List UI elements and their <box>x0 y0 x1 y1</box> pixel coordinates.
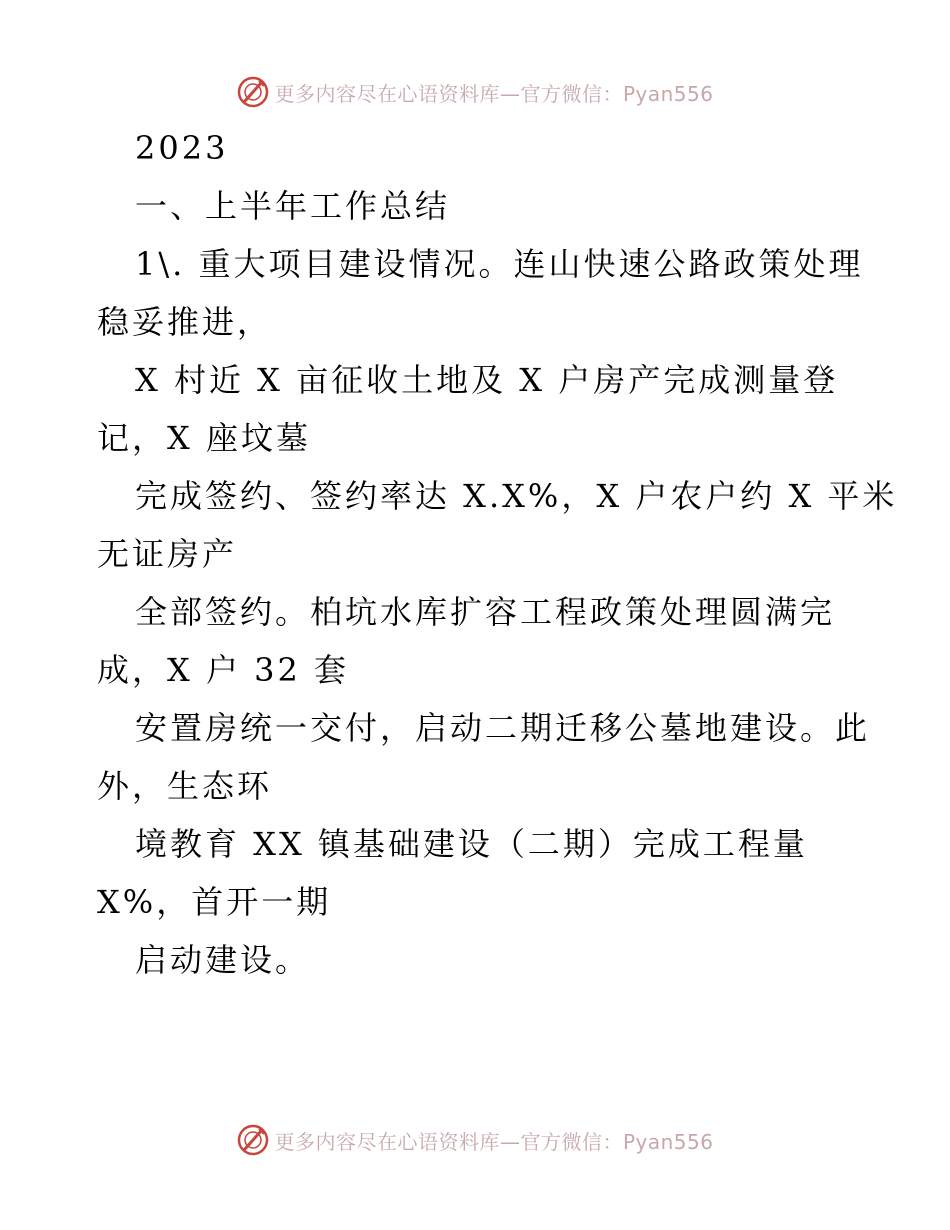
paragraph-line: 1\. 重大项目建设情况。连山快速公路政策处理 <box>135 245 864 283</box>
paragraph-line: 境教育 XX 镇基础建设（二期）完成工程量 <box>135 825 808 863</box>
watermark-text: 更多内容尽在心语资料库—官方微信：Pyan556 <box>274 81 714 106</box>
paragraph-line: 成，X 户 32 套 <box>97 651 350 689</box>
paragraph-line: 外，生态环 <box>97 767 273 805</box>
watermark-text: 更多内容尽在心语资料库—官方微信：Pyan556 <box>274 1129 714 1154</box>
seal-logo-icon <box>236 1123 270 1157</box>
section-heading: 一、上半年工作总结 <box>135 187 451 225</box>
paragraph-line: X%，首开一期 <box>97 883 332 921</box>
header-watermark <box>0 72 950 112</box>
paragraph-line: 完成签约、签约率达 X.X%，X 户农户约 X 平米 <box>135 477 898 515</box>
paragraph-line: X 村近 X 亩征收土地及 X 户房产完成测量登 <box>135 361 839 399</box>
footer-watermark <box>0 1120 950 1160</box>
paragraph-line: 安置房统一交付，启动二期迁移公墓地建设。此 <box>135 709 871 747</box>
paragraph-line: 无证房产 <box>97 535 238 573</box>
paragraph-line: 记，X 座坟墓 <box>97 419 311 457</box>
seal-logo-icon <box>236 75 270 109</box>
document-year: 2023 <box>135 129 229 167</box>
paragraph-line: 全部签约。柏坑水库扩容工程政策处理圆满完 <box>135 593 836 631</box>
paragraph-line: 稳妥推进， <box>97 303 273 341</box>
paragraph-line: 启动建设。 <box>135 941 311 979</box>
